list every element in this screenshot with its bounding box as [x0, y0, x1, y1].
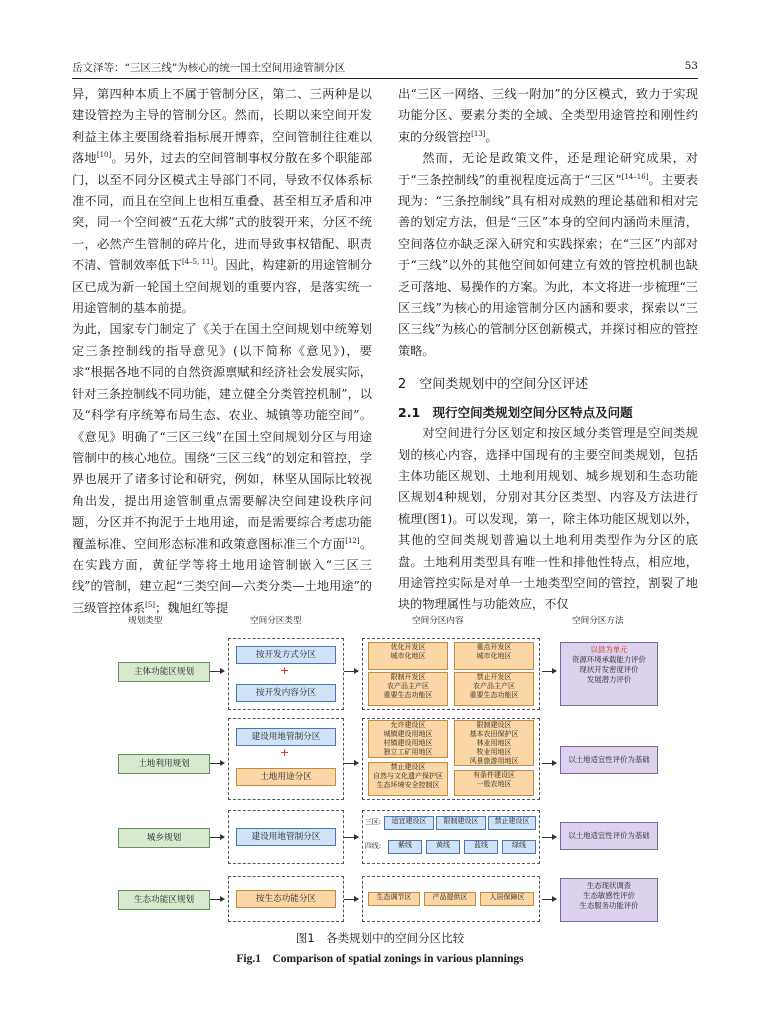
zone-cell: 限制开发区 农产品主产区 重要生态功能区 [368, 672, 448, 706]
plus-sign: + [280, 746, 290, 759]
zone-cell: 允许建设区 城镇建设用地区 村镇建设用地区 独立工矿用地区 [368, 720, 448, 758]
zone-cell: 禁止开发区 农产品主产区 重要生态功能区 [454, 672, 534, 706]
plan-box: 土地利用规划 [118, 754, 210, 774]
arrow [210, 837, 224, 838]
plan-box: 生态功能区规划 [118, 890, 210, 910]
zone-cell: 限制建设区 [436, 816, 486, 830]
zone-cell: 有条件建设区 一般农地区 [454, 770, 534, 796]
col-header: 规划类型 [128, 616, 163, 626]
method-box: 以县为单元 资源环境承载能力评价 现状开发密度评价 发展潜力评价 [560, 642, 658, 706]
header-rule [72, 78, 698, 79]
zone-cell: 生态调节区 [368, 892, 420, 906]
arrow [210, 899, 224, 900]
citation[interactable]: [10] [96, 151, 112, 160]
zone-cell: 禁止建设区 自然与文化遗产保护区 生态环境安全控制区 [368, 762, 448, 796]
citation[interactable]: [13] [471, 129, 486, 138]
zone-cell: 限制建设区 基本农田保护区 林业用地区 牧业用地区 风景旅游用地区 [454, 720, 534, 766]
running-header [72, 60, 698, 76]
type-box: 土地用途分区 [236, 768, 336, 786]
arrow [542, 899, 556, 900]
type-box: 按开发方式分区 [236, 646, 336, 664]
left-column [72, 84, 372, 619]
arrow [542, 763, 556, 764]
line-cell: 黄线 [426, 840, 460, 854]
line-cell: 绿线 [502, 840, 536, 854]
subsection-heading: 2.1 现行空间类规划空间分区特点及问题 [398, 404, 633, 420]
arrow [210, 671, 224, 672]
paragraph: 然而，无论是政策文件，还是理论研究成果，对于“三条控制线”的重视程度远高于“三区”[14–16]。主要表现为：“三条控制线”具有相对成熟的理论基础和相对完善的划定方法，但是“三区”本身的空间内涵尚未厘清，空间落位亦缺乏深入研究和实践探索；在“三区”内部对于“三线”以外的其他空间如何建立有效的管控机制也缺乏可落地、易操作的方案。为此，本文将进一步梳理“三区三线”为核心的用途管制分区内涵和要求，探索以“三区三线”为核心的管制分区创新模式，并探讨相应的管控策略。 [398, 151, 698, 358]
figure-caption-en: Fig.1 Comparison of spatial zonings in various plannings [236, 953, 524, 965]
arrow [210, 763, 224, 764]
line-cell: 紫线 [388, 840, 422, 854]
citation[interactable]: [5] [145, 600, 156, 609]
label: 三区: [364, 818, 382, 826]
zone-cell: 产品提供区 [424, 892, 476, 906]
method-box: 以土地适宜性评价为基础 [560, 822, 658, 850]
citation[interactable]: [12] [345, 536, 360, 545]
paragraph: 为此，国家专门制定了《关于在国土空间规划中统筹划定三条控制线的指导意见》(以下简称《意见》)，要求“根据各地不同的自然资源禀赋和经济社会发展实际，针对三条控制线不同功能，建立健全分类管控机制”，以及“科学有序统筹布局生态、农业、城镇等功能空间”。《意见》明确了“三区三线”在国土空间规划分区与用途管制中的核心地位。围绕“三区三线”的划定和管控，学界也展开了诸多讨论和研究，例如，林坚从国际比较视角出发，提出用途管制重点需要解决空间建设秩序问题，分区并不拘泥于土地用途，而是需要综合考虑功能覆盖标准、空间形态标准和政策意图标准三个方面[12]。在实践方面，黄征学等将土地用途管制嵌入“三区三线”的管制，建立起“三类空间—六类分类—土地用途”的三级管控体系[5]；魏旭红等提 [72, 322, 373, 615]
plus-sign: + [280, 664, 290, 677]
plan-box: 城乡规划 [118, 828, 210, 848]
zone-cell: 适宜建设区 [384, 816, 434, 830]
paragraph: 对空间进行分区划定和按区域分类管理是空间类规划的核心内容，选择中国现有的主要空间类规划，包括主体功能区规划、土地利用规划、城乡规划和生态功能区规划4种规划，分别对其分区类型、内容及方法进行梳理(图1)。可以发现，第一，除主体功能区规划以外，其他的空间类规划普遍以土地利用类型作为分区的底盘。土地利用类型具有唯一性和排他性特点，相应地，用途管控实际是对单一土地类型空间的管控，割裂了地块的物理属性与功能效应，不仅 [398, 426, 698, 612]
arrow [542, 837, 556, 838]
zone-cell: 人居保障区 [480, 892, 534, 906]
plan-box: 主体功能区规划 [118, 662, 210, 682]
arrow [344, 899, 358, 900]
method-box: 以土地适宜性评价为基础 [560, 746, 658, 774]
paragraph: 异，第四种本质上不属于管制分区，第二、三两种是以建设管控为主导的管制分区。然而，长期以来空间开发利益主体主要围绕着指标展开博弈，空间管制往往难以落地[10]。另外，过去的空间管制事权分散在多个职能部门，以至不同分区模式主导部门不同，导致不仅体系标准不同，而且在空间上也相互重叠、甚至相互矛盾和冲突，同一个空间被“五花大绑”式的肢裂开来，分区不统一，必然产生管制的碎片化，进而导致事权错配、职责不清、管制效率低下[4–5, 11]。因此，构建新的用途管制分区已成为新一轮国土空间规划的重要内容，是落实统一用途管制的基本前提。 [72, 87, 373, 316]
zone-cell: 优化开发区 城市化地区 [368, 642, 448, 670]
page-number: 53 [684, 60, 698, 72]
figure-1 [110, 614, 670, 924]
zone-cell: 重点开发区 城市化地区 [454, 642, 534, 670]
citation[interactable]: [14–16] [621, 172, 649, 181]
paragraph: 出“三区一网络、三线一附加”的分区模式，致力于实现功能分区、要素分类的全域、全类型用途管控和刚性约束的分级管控[13]。 [398, 87, 698, 144]
running-title: 岳文泽等：“三区三线”为核心的统一国土空间用途管制分区 [72, 62, 346, 74]
col-header: 空间分区方法 [572, 616, 624, 626]
type-box: 建设用地管制分区 [236, 828, 336, 846]
col-header: 空间分区内容 [412, 616, 464, 626]
method-box: 生态现状调查 生态敏感性评价 生态服务功能评价 [560, 878, 658, 922]
type-box: 建设用地管制分区 [236, 728, 336, 746]
citation[interactable]: [4–5, 11] [181, 258, 214, 267]
arrow [344, 763, 358, 764]
figure-caption-cn: 图1 各类规划中的空间分区比较 [295, 931, 465, 945]
line-cell: 蓝线 [464, 840, 498, 854]
arrow [344, 671, 358, 672]
col-header: 空间分区类型 [250, 616, 302, 626]
section-heading: 2 空间类规划中的空间分区评述 [398, 377, 589, 393]
type-box: 按开发内容分区 [236, 684, 336, 702]
arrow [344, 837, 358, 838]
arrow [542, 671, 556, 672]
type-box: 按生态功能分区 [236, 890, 336, 908]
zone-cell: 禁止建设区 [488, 816, 536, 830]
right-column [398, 84, 698, 616]
label: 四线: [364, 842, 382, 850]
